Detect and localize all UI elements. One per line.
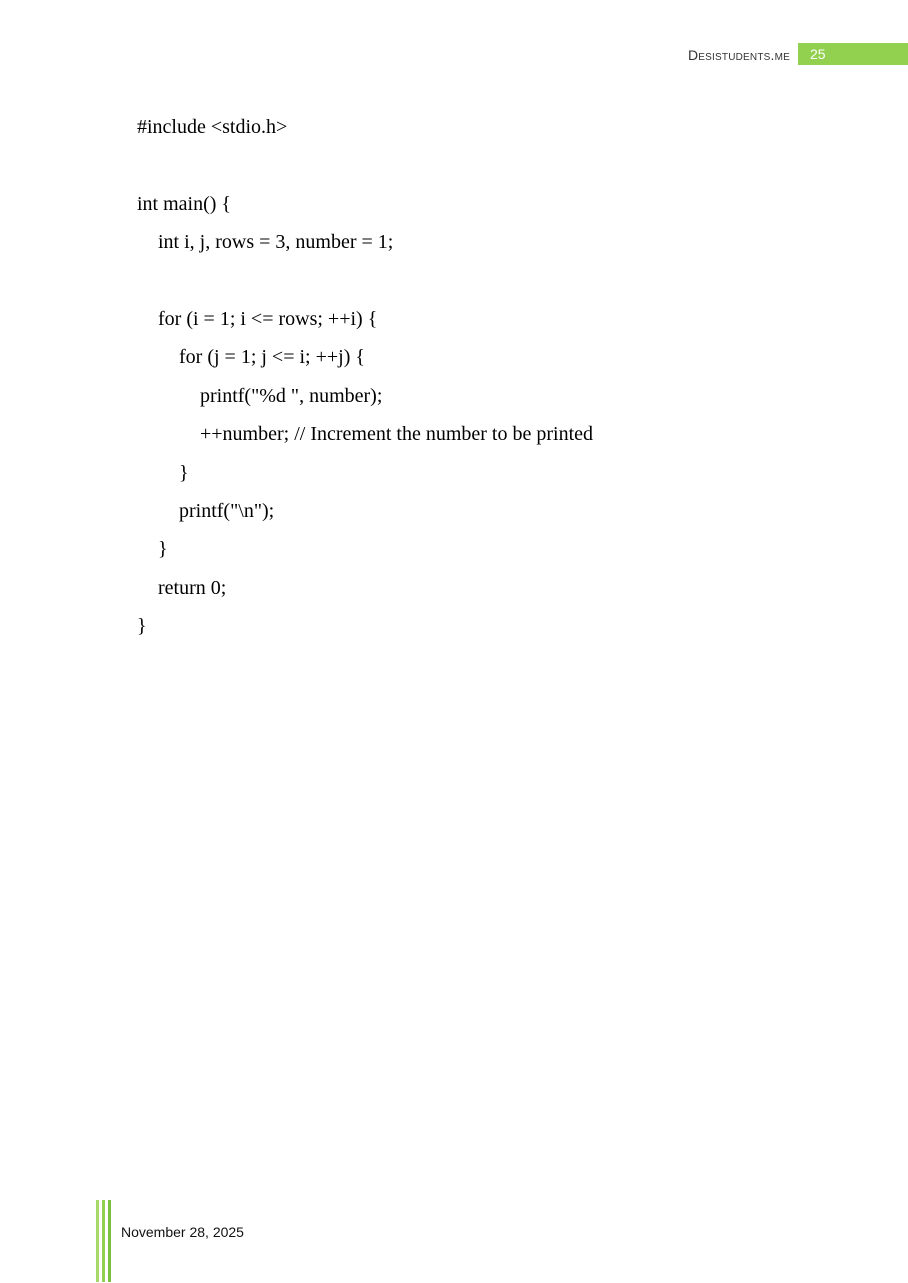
footer-bar — [108, 1200, 111, 1282]
code-line: for (j = 1; j <= i; ++j) { — [179, 346, 365, 369]
code-line: printf("%d ", number); — [200, 384, 383, 407]
code-line: for (i = 1; i <= rows; ++i) { — [158, 307, 378, 330]
code-line: int i, j, rows = 3, number = 1; — [158, 231, 394, 254]
footer-accent-bars — [96, 1200, 112, 1282]
page-number-badge: 25 — [798, 43, 908, 65]
code-listing — [137, 108, 857, 645]
code-line: ++number; // Increment the number to be printed — [200, 423, 593, 446]
code-line — [137, 262, 857, 300]
code-line: return 0; — [158, 576, 227, 599]
code-line: #include <stdio.h> — [137, 116, 288, 138]
footer-bar — [102, 1200, 105, 1282]
code-line: } — [158, 538, 168, 561]
page-header — [688, 42, 908, 66]
site-brand: Desistudents.me — [687, 47, 790, 63]
footer-date: November 28, 2025 — [121, 1224, 244, 1240]
footer-bar — [96, 1200, 99, 1282]
code-line: } — [179, 461, 189, 484]
code-line — [137, 146, 857, 184]
code-line: } — [137, 615, 147, 638]
code-line: int main() { — [137, 192, 232, 215]
code-line: printf("\n"); — [179, 499, 275, 522]
